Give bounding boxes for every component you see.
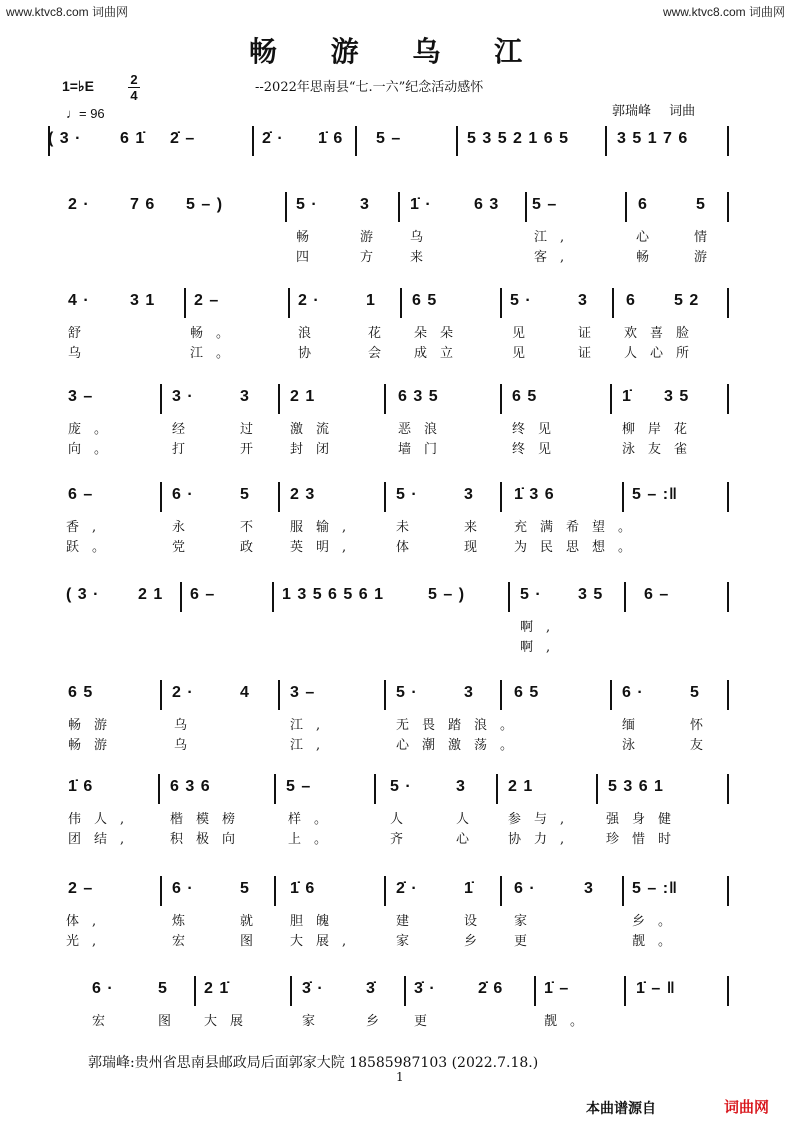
note-group: 3 [456, 778, 466, 795]
lyric-verse-1: 设 [464, 914, 491, 929]
barline [605, 126, 607, 156]
barline [355, 126, 357, 156]
lyric-verse-1: 花 [368, 326, 395, 341]
lyric-verse-1: 畅 [296, 230, 323, 245]
lyric-verse-1: 啊, [520, 620, 564, 635]
barline [727, 482, 729, 512]
note-group: 5 – [532, 196, 558, 213]
lyric-verse-2: 更 [514, 934, 541, 949]
note-group: 2̇ · [396, 880, 418, 897]
barline [508, 582, 510, 612]
lyric-verse-1: 庞。 [68, 422, 121, 437]
note-group: 6 5 [68, 684, 94, 701]
lyric-verse-1: 充满希望。 [514, 520, 645, 535]
meter-bottom: 4 [130, 88, 138, 103]
lyric-verse-2: 心潮激荡。 [396, 738, 527, 753]
lyric-verse-2: 现 [464, 540, 491, 555]
note-group: 1̇ 3 6 [514, 486, 555, 503]
barline [290, 976, 292, 1006]
barline [160, 482, 162, 512]
lyric-verse-2: 江。 [190, 346, 243, 361]
note-group: ( 3 · [66, 586, 100, 603]
lyric-verse-1: 过 [240, 422, 267, 437]
barline [727, 192, 729, 222]
barline [288, 288, 290, 318]
note-group: 1̇ [464, 880, 474, 897]
lyric-verse-1: 炼 [172, 914, 199, 929]
lyric-verse-2: 大展, [290, 934, 360, 949]
lyric-verse-2: 上。 [288, 832, 341, 847]
lyric-verse-1: 乡 [366, 1014, 393, 1029]
note-group: 1̇ 6 [68, 778, 94, 795]
note-group: 2 3 [290, 486, 316, 503]
lyric-verse-2: 政 [240, 540, 267, 555]
lyric-verse-2: 党 [172, 540, 199, 555]
lyric-verse-1: 就 [240, 914, 267, 929]
lyric-verse-2: 来 [410, 250, 437, 265]
lyric-verse-1: 建 [396, 914, 423, 929]
watermark-right: www.ktvc8.com 词曲网 [662, 5, 785, 19]
note-group: 1̇ 6 [318, 130, 344, 147]
lyric-verse-1: 恶浪 [398, 422, 451, 437]
note-group: 3 1 [130, 292, 156, 309]
lyric-verse-1: 无畏踏浪。 [396, 718, 527, 733]
note-group: 6 – [68, 486, 94, 503]
lyric-verse-2: 珍惜时 [606, 832, 685, 847]
barline [194, 976, 196, 1006]
barline [612, 288, 614, 318]
barline [500, 680, 502, 710]
lyric-verse-2: 打 [172, 442, 199, 457]
note-group: 5 · [296, 196, 318, 213]
lyric-verse-1: 未 [396, 520, 423, 535]
lyric-verse-2: 团结, [68, 832, 138, 847]
note-group: 3̇ [366, 980, 376, 997]
lyric-verse-2: 向。 [68, 442, 121, 457]
note-group: 6 · [172, 880, 194, 897]
lyric-verse-1: 情 [694, 230, 721, 245]
lyric-verse-1: 浪 [298, 326, 325, 341]
note-group: 2 – [194, 292, 220, 309]
note-group: 3 · [172, 388, 194, 405]
lyric-verse-2: 宏 [172, 934, 199, 949]
barline [398, 192, 400, 222]
lyric-verse-1: 终见 [512, 422, 565, 437]
note-group: 5 – ) [428, 586, 466, 603]
barline [727, 126, 729, 156]
lyric-verse-2: 体 [396, 540, 423, 555]
note-group: 6 · [622, 684, 644, 701]
barline [274, 774, 276, 804]
lyric-verse-2: 泳 [622, 738, 649, 753]
barline [456, 126, 458, 156]
lyric-verse-2: 方 [360, 250, 387, 265]
barline [400, 288, 402, 318]
source-label: 本曲谱源自 [586, 1101, 656, 1117]
note-group: 6 [638, 196, 648, 213]
note-group: 5 · [390, 778, 412, 795]
lyric-verse-2: 江, [290, 738, 334, 753]
barline [158, 774, 160, 804]
lyric-verse-1: 舒 [68, 326, 95, 341]
note-group: 4 [240, 684, 250, 701]
barline [610, 384, 612, 414]
note-group: 2 · [298, 292, 320, 309]
note-group: 5 · [510, 292, 532, 309]
barline [622, 482, 624, 512]
note-group: 6 3 [474, 196, 500, 213]
barline [622, 876, 624, 906]
lyric-verse-2: 英明, [290, 540, 360, 555]
barline [534, 976, 536, 1006]
barline [596, 774, 598, 804]
lyric-verse-1: 乌 [174, 718, 201, 733]
note-group: 3 [360, 196, 370, 213]
lyric-verse-2: 心 [456, 832, 483, 847]
note-group: 3 5 1 7 6 [617, 130, 689, 147]
note-group: 1̇ [622, 388, 632, 405]
lyric-verse-1: 心 [636, 230, 663, 245]
note-group: 5 – :‖ [632, 486, 678, 503]
lyric-verse-2: 见 [512, 346, 539, 361]
lyric-verse-2: 封闭 [290, 442, 343, 457]
note-group: 1̇ 6 [290, 880, 316, 897]
site-logo: 词曲网 [724, 1098, 770, 1116]
note-group: 5 · [520, 586, 542, 603]
barline [500, 384, 502, 414]
note-group: 3̇ · [302, 980, 324, 997]
note-group: 2̇ 6 [478, 980, 504, 997]
note-group: 2 · [68, 196, 90, 213]
tempo-marking: ♩= 96 [66, 106, 105, 121]
lyric-verse-1: 家 [302, 1014, 329, 1029]
lyric-verse-1: 体, [66, 914, 110, 929]
lyric-verse-1: 参与, [508, 812, 578, 827]
note-group: 3̇ · [414, 980, 436, 997]
note-group: 1̇ – [544, 980, 570, 997]
barline [727, 680, 729, 710]
barline [160, 876, 162, 906]
note-group: 6 – [190, 586, 216, 603]
note-group: ( 3 · [48, 130, 82, 147]
note-group: 3 [240, 388, 250, 405]
lyric-verse-1: 游 [360, 230, 387, 245]
barline [384, 384, 386, 414]
lyric-verse-2: 游 [694, 250, 721, 265]
barline [500, 288, 502, 318]
note-group: 2̇ – [170, 130, 196, 147]
note-group: 5 3 6 1 [608, 778, 664, 795]
lyric-verse-1: 胆魄 [290, 914, 343, 929]
barline [404, 976, 406, 1006]
barline [625, 192, 627, 222]
lyric-verse-1: 经 [172, 422, 199, 437]
lyric-verse-2: 会 [368, 346, 395, 361]
note-group: 6 – [644, 586, 670, 603]
barline [278, 680, 280, 710]
note-group: 5 – [376, 130, 402, 147]
note-group: 5 · [396, 486, 418, 503]
lyric-verse-1: 江, [290, 718, 334, 733]
barline [274, 876, 276, 906]
lyric-verse-1: 乌 [410, 230, 437, 245]
barline [727, 384, 729, 414]
barline [624, 582, 626, 612]
lyric-verse-2: 友 [690, 738, 717, 753]
lyric-verse-1: 畅。 [190, 326, 243, 341]
note-group: 6 3 6 [170, 778, 211, 795]
note-group: 6 · [514, 880, 536, 897]
lyric-verse-1: 大展 [204, 1014, 257, 1029]
note-group: 2̇ · [262, 130, 284, 147]
watermark-left: www.ktvc8.com 词曲网 [6, 5, 129, 19]
lyric-verse-2: 终见 [512, 442, 565, 457]
note-group: 5 – ) [186, 196, 224, 213]
barline [252, 126, 254, 156]
lyric-verse-1: 伟人, [68, 812, 138, 827]
lyric-verse-1: 样。 [288, 812, 341, 827]
note-group: 6 3 5 [398, 388, 439, 405]
note-group: 5 2 [674, 292, 700, 309]
note-group: 2 1 [138, 586, 164, 603]
note-group: 3 – [290, 684, 316, 701]
note-group: 5 [240, 486, 250, 503]
note-group: 1 [366, 292, 376, 309]
note-group: 3 [464, 684, 474, 701]
barline [727, 582, 729, 612]
lyric-verse-2: 泳友雀 [622, 442, 701, 457]
lyric-verse-2: 畅游 [68, 738, 121, 753]
lyric-verse-2: 人心所 [624, 346, 703, 361]
barline [624, 976, 626, 1006]
footer-contact: 郭瑞峰:贵州省思南县邮政局后面郭家大院 18585987103 (2022.7.18.) [88, 1055, 539, 1071]
lyric-verse-2: 证 [578, 346, 605, 361]
lyric-verse-1: 人 [390, 812, 417, 827]
note-group: 5 – :‖ [632, 880, 678, 897]
note-group: 6 5 [514, 684, 540, 701]
barline [384, 482, 386, 512]
note-group: 5 3 5 2 1 6 5 [467, 130, 569, 147]
note-group: 1 3 5 6 5 6 1 [282, 586, 384, 603]
note-group: 6 5 [412, 292, 438, 309]
lyric-verse-1: 柳岸花 [622, 422, 701, 437]
note-group: 6 · [92, 980, 114, 997]
lyric-verse-2: 成立 [414, 346, 467, 361]
lyric-verse-2: 墙门 [398, 442, 451, 457]
barline [525, 192, 527, 222]
note-group: 3 [578, 292, 588, 309]
page-number: 1 [396, 1070, 404, 1084]
time-signature [128, 72, 140, 103]
lyric-verse-2: 开 [240, 442, 267, 457]
note-group: 5 [696, 196, 706, 213]
lyric-verse-2: 光, [66, 934, 110, 949]
barline [500, 482, 502, 512]
lyric-verse-1: 图 [158, 1014, 185, 1029]
lyric-verse-1: 靓。 [544, 1014, 597, 1029]
lyric-verse-1: 畅游 [68, 718, 121, 733]
lyric-verse-1: 来 [464, 520, 491, 535]
barline [610, 680, 612, 710]
barline [180, 582, 182, 612]
lyric-verse-1: 乡。 [632, 914, 685, 929]
note-group: 2 1̇ [204, 980, 230, 997]
lyric-verse-1: 江, [534, 230, 578, 245]
note-group: 5 · [396, 684, 418, 701]
lyric-verse-2: 协力, [508, 832, 578, 847]
barline [278, 384, 280, 414]
note-group: 6 1̇ [120, 130, 146, 147]
note-group: 5 [690, 684, 700, 701]
lyric-verse-2: 啊, [520, 640, 564, 655]
barline [727, 774, 729, 804]
note-group: 3 5 [664, 388, 690, 405]
lyric-verse-1: 楷模榜 [170, 812, 249, 827]
lyric-verse-1: 家 [514, 914, 541, 929]
note-group: 4 · [68, 292, 90, 309]
barline [500, 876, 502, 906]
lyric-verse-1: 服输, [290, 520, 360, 535]
lyric-verse-1: 宏 [92, 1014, 119, 1029]
meter-top: 2 [130, 72, 138, 87]
lyric-verse-2: 乌 [68, 346, 95, 361]
note-group: 3 5 [578, 586, 604, 603]
note-group: 5 – [286, 778, 312, 795]
barline [272, 582, 274, 612]
lyric-verse-1: 激流 [290, 422, 343, 437]
lyric-verse-1: 证 [578, 326, 605, 341]
lyric-verse-2: 四 [296, 250, 323, 265]
barline [278, 482, 280, 512]
lyric-verse-1: 永 [172, 520, 199, 535]
note-group: 2 1 [508, 778, 534, 795]
lyric-verse-1: 欢喜脸 [624, 326, 703, 341]
barline [384, 876, 386, 906]
barline [184, 288, 186, 318]
lyric-verse-1: 朵朵 [414, 326, 467, 341]
lyric-verse-1: 缅 [622, 718, 649, 733]
note-group: 1̇ · [410, 196, 432, 213]
barline [374, 774, 376, 804]
lyric-verse-2: 靓。 [632, 934, 685, 949]
lyric-verse-1: 人 [456, 812, 483, 827]
lyric-verse-1: 更 [414, 1014, 441, 1029]
author-credit: 郭瑞峰 词曲 [612, 104, 696, 119]
lyric-verse-1: 香, [66, 520, 110, 535]
barline [727, 876, 729, 906]
lyric-verse-2: 乌 [174, 738, 201, 753]
song-subtitle: --2022年思南县“七.一六”纪念活动感怀 [255, 80, 484, 95]
barline [160, 384, 162, 414]
note-group: 7 6 [130, 196, 156, 213]
lyric-verse-2: 畅 [636, 250, 663, 265]
note-group: 6 [626, 292, 636, 309]
lyric-verse-1: 不 [240, 520, 267, 535]
lyric-verse-2: 图 [240, 934, 267, 949]
note-group: 6 5 [512, 388, 538, 405]
lyric-verse-2: 齐 [390, 832, 417, 847]
lyric-verse-2: 跃。 [66, 540, 119, 555]
note-group: 2 – [68, 880, 94, 897]
lyric-verse-2: 积极向 [170, 832, 249, 847]
note-group: 6 · [172, 486, 194, 503]
key-signature: 1=♭E [62, 78, 94, 94]
barline [727, 976, 729, 1006]
song-title: 畅 游 乌 江 [248, 35, 545, 68]
note-group: 2 1 [290, 388, 316, 405]
lyric-verse-2: 协 [298, 346, 325, 361]
barline [727, 288, 729, 318]
lyric-verse-2: 乡 [464, 934, 491, 949]
barline [496, 774, 498, 804]
lyric-verse-1: 强身健 [606, 812, 685, 827]
lyric-verse-2: 家 [396, 934, 423, 949]
lyric-verse-1: 见 [512, 326, 539, 341]
note-group: 3 [584, 880, 594, 897]
note-group: 5 [240, 880, 250, 897]
note-group: 1̇ – ‖ [636, 980, 676, 997]
note-group: 3 [464, 486, 474, 503]
barline [384, 680, 386, 710]
note-group: 3 – [68, 388, 94, 405]
note-group: 5 [158, 980, 168, 997]
barline [285, 192, 287, 222]
lyric-verse-2: 为民思想。 [514, 540, 645, 555]
barline [160, 680, 162, 710]
note-group: 2 · [172, 684, 194, 701]
lyric-verse-2: 客, [534, 250, 578, 265]
lyric-verse-1: 怀 [690, 718, 717, 733]
